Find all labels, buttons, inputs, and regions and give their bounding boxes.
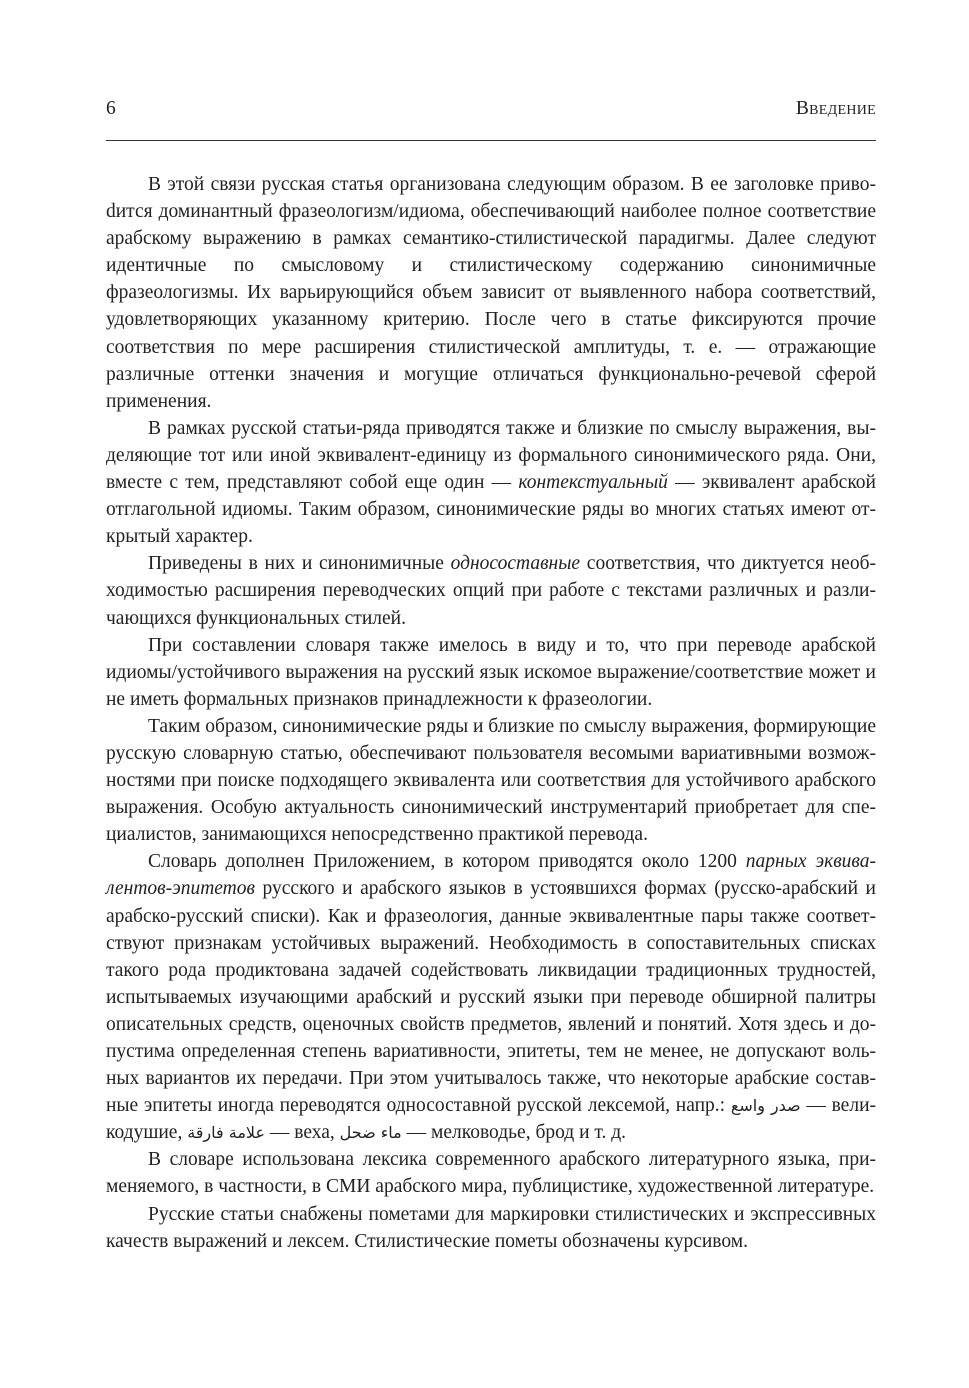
paragraph-2-text-a: В рамках русской статьи-ряда приводятся также и близкие по смыслу выражения, выделяющие тот или иной эквивалент-единицу из формального синонимического ряда. Они, вместе с тем, представляют собой еще один — [106, 417, 876, 494]
paragraph-6-text-b: русского и арабского языков в устоявшихся формах (русско-арабский и арабско-русский списки). Как и фразеология, данные эквивалентные пары также соответствуют признакам устойчивых выражений. Необходимость в сопоставительных списках такого рода продиктована задачей содействовать ликвидации традиционных трудностей, испытываемых изучающими арабский и русский языки при переводе обширной палитры описательных средств, оценочных свойств предметов, явлений и понятий. Хотя здесь и допустима определенная степень вариативности, эпитеты, тем не менее, не допускают вольных вариантов их передачи. При этом учитывалось также, что некоторые арабские составные эпитеты иногда переводятся односоставной русской лексемой, напр.: [106, 878, 876, 1117]
page-number: 6 [106, 98, 116, 119]
paragraph-6-text-e: — мелководье, брод и т. д. [401, 1122, 627, 1144]
paragraph-3-italic: односоставные [450, 553, 581, 575]
paragraph-2 [106, 415, 876, 550]
arabic-phrase-2: علامة فارقة [187, 1123, 266, 1143]
paragraph-3-text-b: соответствия, что диктуется необходимостью расширения переводческих опций при работе с текстами различных и различающихся функциональных стилей. [106, 553, 877, 629]
body-text [106, 171, 876, 1255]
header-rule [106, 140, 876, 141]
paragraph-7: В словаре использована лексика современного арабского литературного языка, применяемого, в частности, в СМИ арабского мира, публицистике, художественной литературе. [106, 1149, 876, 1198]
section-title: Введение [795, 98, 876, 119]
paragraph-6-text-a: Словарь дополнен Приложением, в котором приводятся около 1200 [148, 851, 746, 873]
paragraph-1: В этой связи русская статья организована следующим образом. В ее заголовке привоdится доминантный фразеологизм/идиома, обеспечивающий наиболее полное соответствие арабскому выражению в рамках семантико-стилистической парадигмы. Далее следуют идентичные по смысловому и стилистическому содержанию синонимичные фразеологизмы. Их варьирующийся объем зависит от выявленного набора соответствий, удовлетворяющих указанному критерию. После чего в статье фиксируются прочие соответствия по мере расширения стилистической амплитуды, т. е. — отражающие различные оттенки значения и могущие отличаться функционально-речевой сферой применения. [106, 174, 876, 412]
paragraph-6-text-c: — великодушие, [106, 1095, 877, 1144]
paragraph-8: Русские статьи снабжены пометами для маркировки стилистических и экспрессивных качеств выражений и лексем. Стилистические пометы обозначены курсивом. [106, 1203, 876, 1252]
paragraph-3 [106, 550, 876, 631]
paragraph-6-text-d: — веха, [265, 1122, 340, 1144]
paragraph-6-italic: парных эквивалентов-эпитетов [106, 851, 876, 900]
running-head [106, 98, 876, 126]
paragraph-6 [106, 848, 876, 1146]
paragraph-2-italic: контекстуальный [518, 472, 668, 494]
arabic-phrase-1: صدر واسع [730, 1096, 801, 1116]
arabic-phrase-3: ماء ضحل [339, 1123, 402, 1143]
paragraph-3-text-a: Приведены в них и синонимичные [148, 553, 451, 575]
paragraph-5: Таким образом, синонимические ряды и близкие по смыслу выражения, формирующие русскую словарную статью, обеспечивают пользователя весомыми вариативными возможностями при поиске подходящего эквивалента или соответствия для устойчивого арабского выражения. Особую актуальность синонимический инструментарий приобретает для специалистов, занимающихся непосредственно практикой перевода. [106, 715, 876, 846]
paragraph-4: При составлении словаря также имелось в виду и то, что при переводе арабской идиомы/устойчивого выражения на русский язык искомое выражение/соответствие может и не иметь формальных признаков принадлежности к фразеологии. [106, 634, 876, 710]
paragraph-2-text-b: — эквивалент арабской отглагольной идиомы. Таким образом, синонимические ряды во многих статьях имеют открытый характер. [106, 472, 876, 548]
